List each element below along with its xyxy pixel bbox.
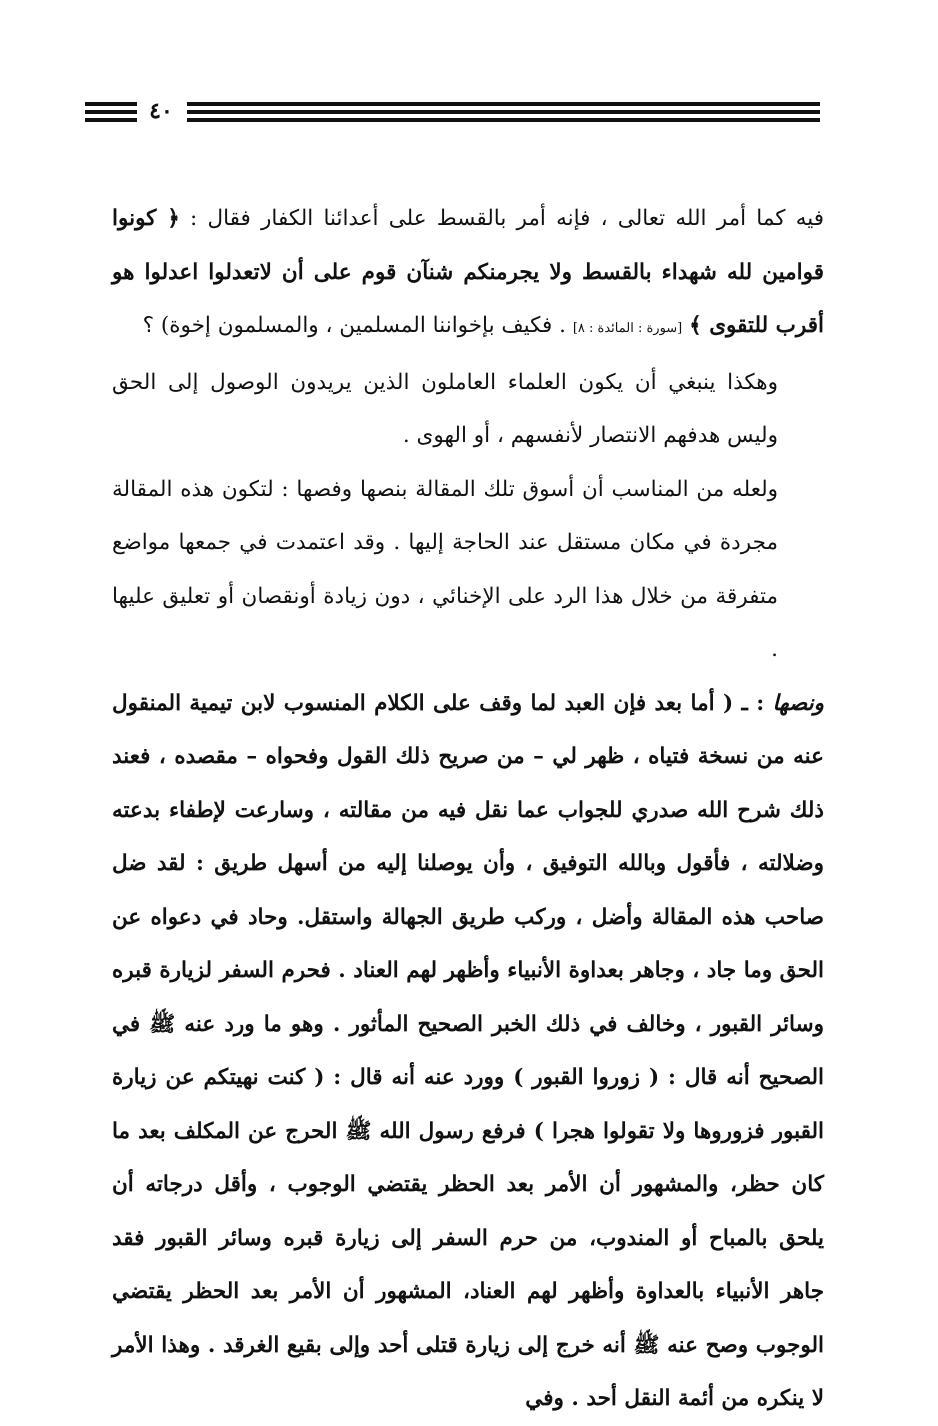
article-sep: : ـ xyxy=(733,690,773,716)
verse-citation: [سورة : المائدة : ٨] xyxy=(572,321,683,336)
intro-text: فيه كما أمر الله تعالى ، فإنه أمر بالقسط على أعدائنا الكفار فقال : xyxy=(179,206,824,231)
article-body: ( أما بعد فإن العبد لما وقف على الكلام المنسوب لابن تيمية المنقول عنه من نسخة فتياه ، ظهر لي – من صريح ذلك القول وفحواه – مقصده ، فعند ذلك شرح الله صدري للجواب عما نقل فيه من مقالته ، وسارعت لإطفاء بدعته وضلالته ، فأقول وبالله التوفيق ، وأن يوصلنا إليه من أسهل طريق : لقد ضل صاحب هذه المقالة وأضل ، وركب طريق الجهالة واستقل. وحاد في دعواه عن الحق وما جاد ، وجاهر بعداوة الأنبياء وأظهر لهم العناد . فحرم السفر لزيارة قبره وسائر القبور ، وخالف في ذلك الخبر الصحيح المأثور . وهو ما ورد عنه ﷺ في الصحيح أنه قال : ( زوروا القبور ) وورد عنه أنه قال : ( كنت نهيتكم عن زيارة القبور فزوروها ولا تقولوا هجرا ) فرفع رسول الله ﷺ الحرج عن المكلف بعد ما كان حظر، والمشهور أن الأمر بعد الحظر يقتضي الوجوب ، وأقل درجاته أن يلحق بالمباح أو المندوب، من حرم السفر إلى زيارة قبره وسائر القبور فقد جاهر الأنبياء بالعداوة وأظهر لهم العناد، المشهور أن الأمر بعد الحظر يقتضي الوجوب وصح عنه ﷺ أنه خرج إلى زيارة قتلى أحد وإلى بقيع الغرقد . وهذا الأمر لا ينكره من أئمة النقل أحد . وفي xyxy=(112,690,824,1411)
paragraph-intro-article: ولعله من المناسب أن أسوق تلك المقالة بنصها وفصها : لتكون هذه المقالة مجردة في مكان مستقل عند الحاجة إليها . وقد اعتمدت في جمعها مواضع متفرقة من خلال هذا الرد على الإخنائي ، دون زيادة أونقصان أو تعليق عليها . xyxy=(112,476,778,662)
header-rule-left xyxy=(85,102,137,122)
article-lead: ونصها xyxy=(772,690,824,716)
verse-tail: . فكيف بإخواننا المسلمين ، والمسلمون إخوة) ؟ xyxy=(142,313,573,338)
page-header xyxy=(85,96,820,128)
paragraph-scholars: وهكذا ينبغي أن يكون العلماء العاملون الذين يريدون الوصول إلى الحق وليس هدفهم الانتصار لأنفسهم ، أو الهوى . xyxy=(112,369,778,448)
page-number: ٤٠ xyxy=(149,98,173,124)
paragraph-article-text xyxy=(112,677,824,1426)
paragraph-quran-verse xyxy=(112,192,824,356)
verse-text: ﴿ كونوا قوامين لله شهداء بالقسط ولا يجرمنكم شنآن قوم على أن لاتعدلوا اعدلوا هو أقرب للتقوى ﴾ xyxy=(112,206,824,338)
page-body xyxy=(112,192,824,1426)
header-rule-right xyxy=(187,102,820,122)
